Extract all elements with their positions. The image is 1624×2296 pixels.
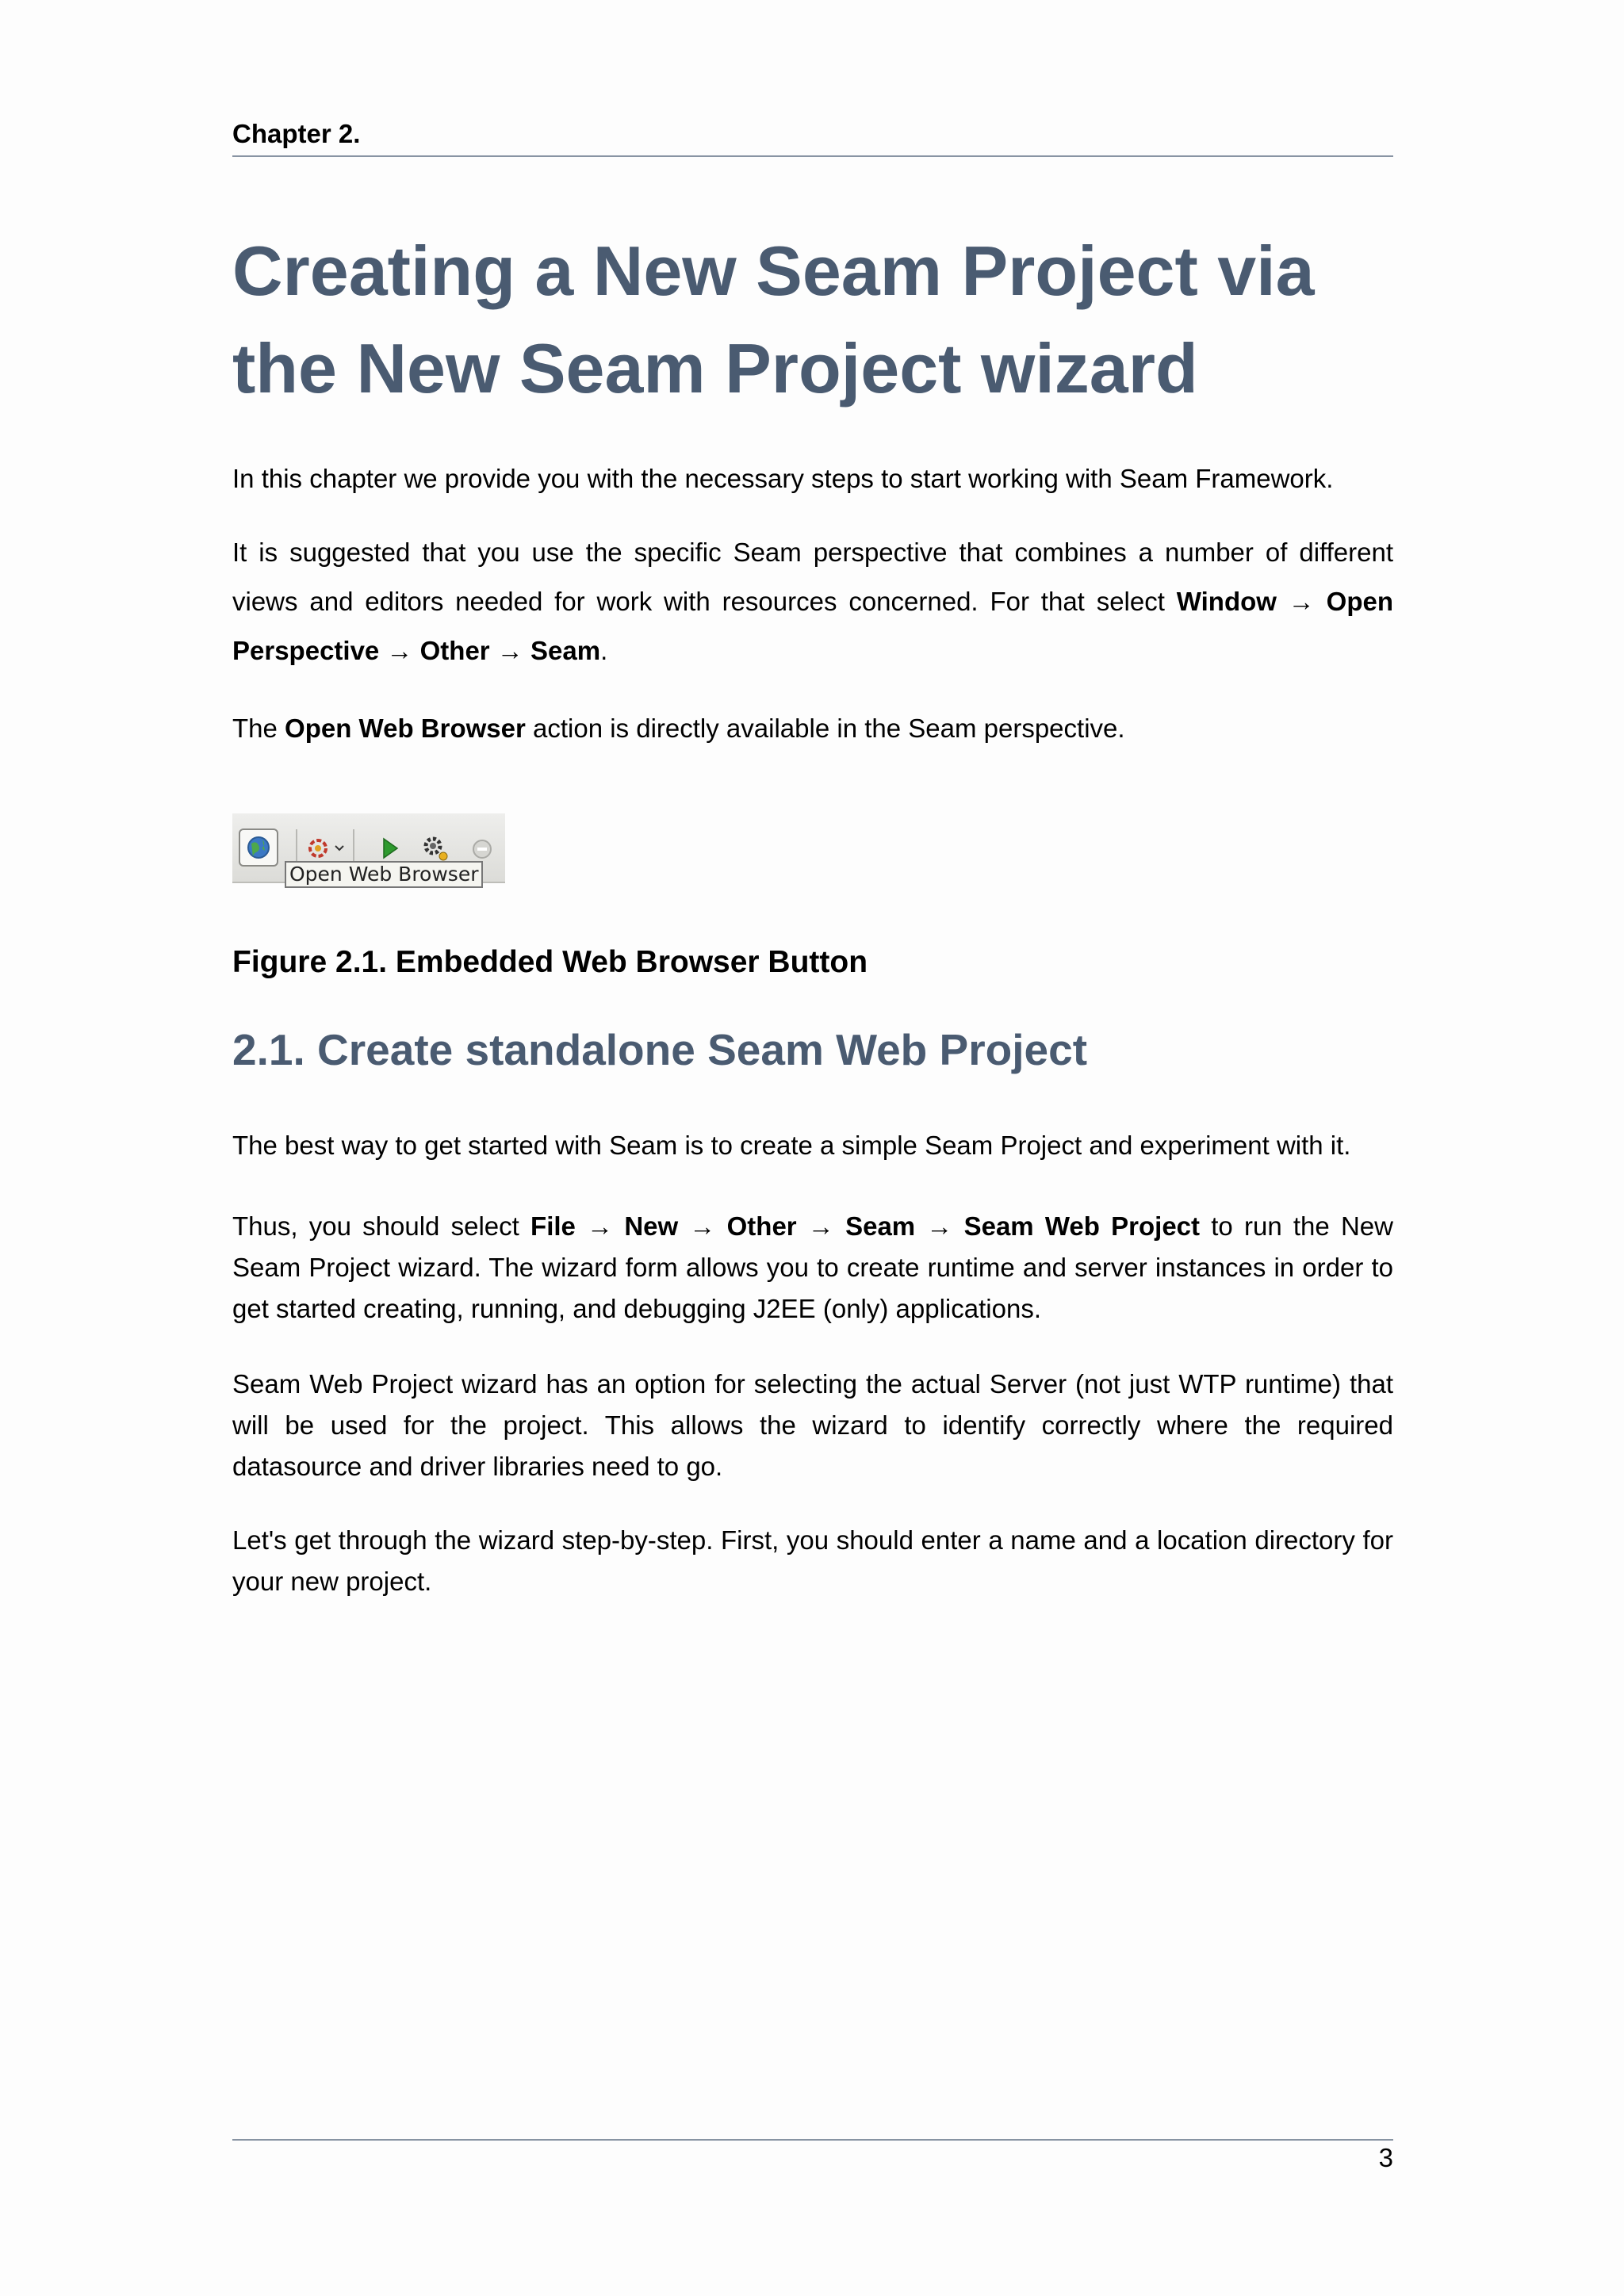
- menu-path-open: Open: [1326, 587, 1393, 616]
- chapter-title: Creating a New Seam Project via the New Seam Project wizard: [232, 232, 1315, 408]
- menu-path-seam: Seam: [845, 1211, 916, 1241]
- stop-icon[interactable]: [470, 837, 494, 861]
- menu-path-other: Other: [419, 636, 490, 665]
- globe-icon: [240, 830, 277, 865]
- running-header: Chapter 2.: [232, 119, 361, 148]
- open-web-browser-term: Open Web Browser: [285, 714, 526, 743]
- menu-path-other: Other: [726, 1211, 797, 1241]
- refresh-icon[interactable]: [305, 834, 334, 863]
- section-paragraph-1: The best way to get started with Seam is to create a simple Seam Project and experiment with it.: [232, 1131, 1351, 1160]
- header-rule: [232, 155, 1393, 157]
- page-number: 3: [1378, 2143, 1393, 2172]
- menu-path-seam: Seam: [530, 636, 601, 665]
- open-web-browser-button[interactable]: [239, 828, 278, 867]
- intro-paragraph-2: It is suggested that you use the specific Seam perspective that combines a number of different views and editors needed for work with resources concerned. For that select Window → Open Perspective → Other → Seam.: [232, 538, 1393, 665]
- figure-caption: Figure 2.1. Embedded Web Browser Button: [232, 945, 868, 979]
- menu-path-seam-web-project: Seam Web Project: [963, 1211, 1201, 1241]
- intro-paragraph-1: In this chapter we provide you with the necessary steps to start working with Seam Framework.: [232, 464, 1334, 493]
- section-title: 2.1. Create standalone Seam Web Project: [232, 1025, 1088, 1074]
- open-web-browser-tooltip: Open Web Browser: [285, 861, 483, 888]
- menu-path-window: Window: [1176, 587, 1277, 616]
- menu-path-new: New: [624, 1211, 679, 1241]
- gear-icon[interactable]: [419, 832, 451, 864]
- intro-paragraph-3: The Open Web Browser action is directly available in the Seam perspective.: [232, 714, 1125, 743]
- section-paragraph-4: Let's get through the wizard step-by-step. First, you should enter a name and a location directory for your new project.: [232, 1525, 1393, 1596]
- footer-rule: [232, 2139, 1393, 2141]
- section-paragraph-2: Thus, you should select File → New → Other → Seam → Seam Web Project to run the New Seam Project wizard. The wizard form allows you to create runtime and server instances in order to get started creating, running, and debugging J2EE (only) applications.: [232, 1211, 1393, 1323]
- toolbar-figure: [232, 813, 505, 886]
- section-paragraph-3: Seam Web Project wizard has an option for selecting the actual Server (not just WTP runtime) that will be used for the project. This allows the wizard to identify correctly where the required datasource and driver libraries need to go.: [232, 1369, 1393, 1481]
- chevron-down-icon[interactable]: [334, 844, 345, 853]
- run-icon[interactable]: [380, 836, 400, 861]
- menu-path-perspective: Perspective: [232, 636, 380, 665]
- menu-path-file: File: [530, 1211, 576, 1241]
